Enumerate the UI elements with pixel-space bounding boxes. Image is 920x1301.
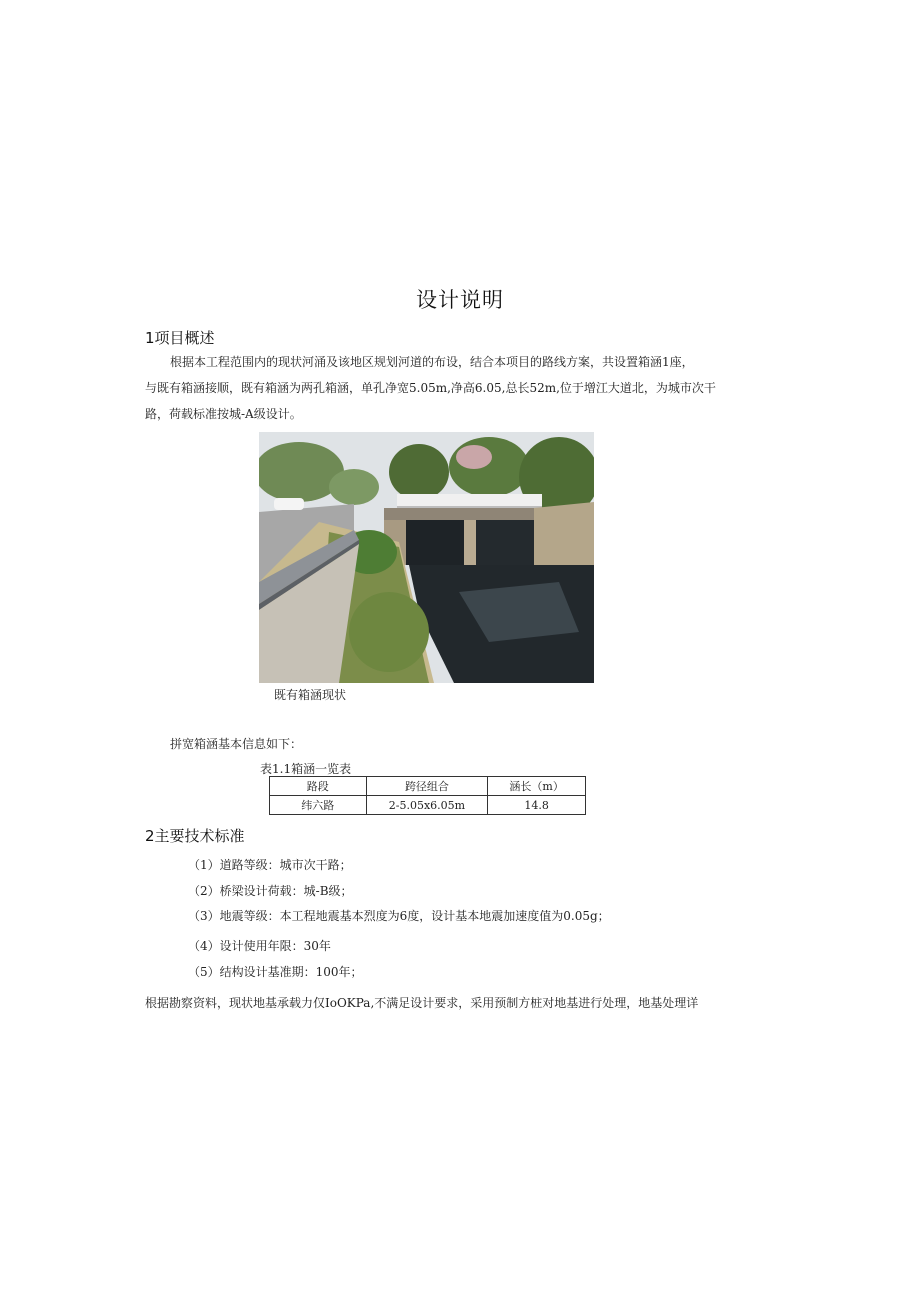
paragraph-line: 根据本工程范围内的现状河涌及该地区规划河道的布设，结合本项目的路线方案，共设置箱涵1座， <box>170 355 694 369</box>
document-title: 设计说明 <box>416 288 504 312</box>
list-item: （4）设计使用年限：30年 <box>188 939 331 953</box>
table-header-cell: 路段 <box>270 777 367 796</box>
culvert-info-table <box>269 776 586 815</box>
section-heading-technical-standards: 2主要技术标准 <box>145 827 245 845</box>
technical-standards-list <box>188 856 610 989</box>
list-item: （1）道路等级：城市次干路； <box>188 858 352 872</box>
list-item: （3）地震等级：本工程地震基本烈度为6度，设计基本地震加速度值为0.05g； <box>188 909 610 923</box>
table-intro-text: 拼宽箱涵基本信息如下： <box>170 737 303 751</box>
table-caption: 表1.1箱涵一览表 <box>260 762 352 776</box>
table-cell: 纬六路 <box>270 796 367 815</box>
project-overview-paragraph <box>145 349 720 427</box>
list-item: （2）桥梁设计荷载：城-B级； <box>188 884 353 898</box>
table-row <box>270 796 586 815</box>
table-header-cell: 跨径组合 <box>366 777 488 796</box>
section-heading-project-overview: 1项目概述 <box>145 329 215 347</box>
existing-culvert-photo <box>259 432 594 683</box>
table-cell: 2-5.05x6.05m <box>366 796 488 815</box>
paragraph-line: 路，荷载标准按城-A级设计。 <box>145 407 302 421</box>
table-cell: 14.8 <box>488 796 586 815</box>
table-header-row <box>270 777 586 796</box>
foundation-paragraph: 根据勘察资料，现状地基承载力仅IoOKPa,不满足设计要求，采用预制方桩对地基进行处理，地基处理详 <box>145 996 699 1010</box>
paragraph-line: 与既有箱涵接顺，既有箱涵为两孔箱涵，单孔净宽5.05m,净高6.05,总长52m,位于增江大道北，为城市次干 <box>145 381 716 395</box>
table-header-cell: 涵长（m） <box>488 777 586 796</box>
list-item: （5）结构设计基准期：100年； <box>188 965 363 979</box>
photo-caption: 既有箱涵现状 <box>274 688 347 702</box>
